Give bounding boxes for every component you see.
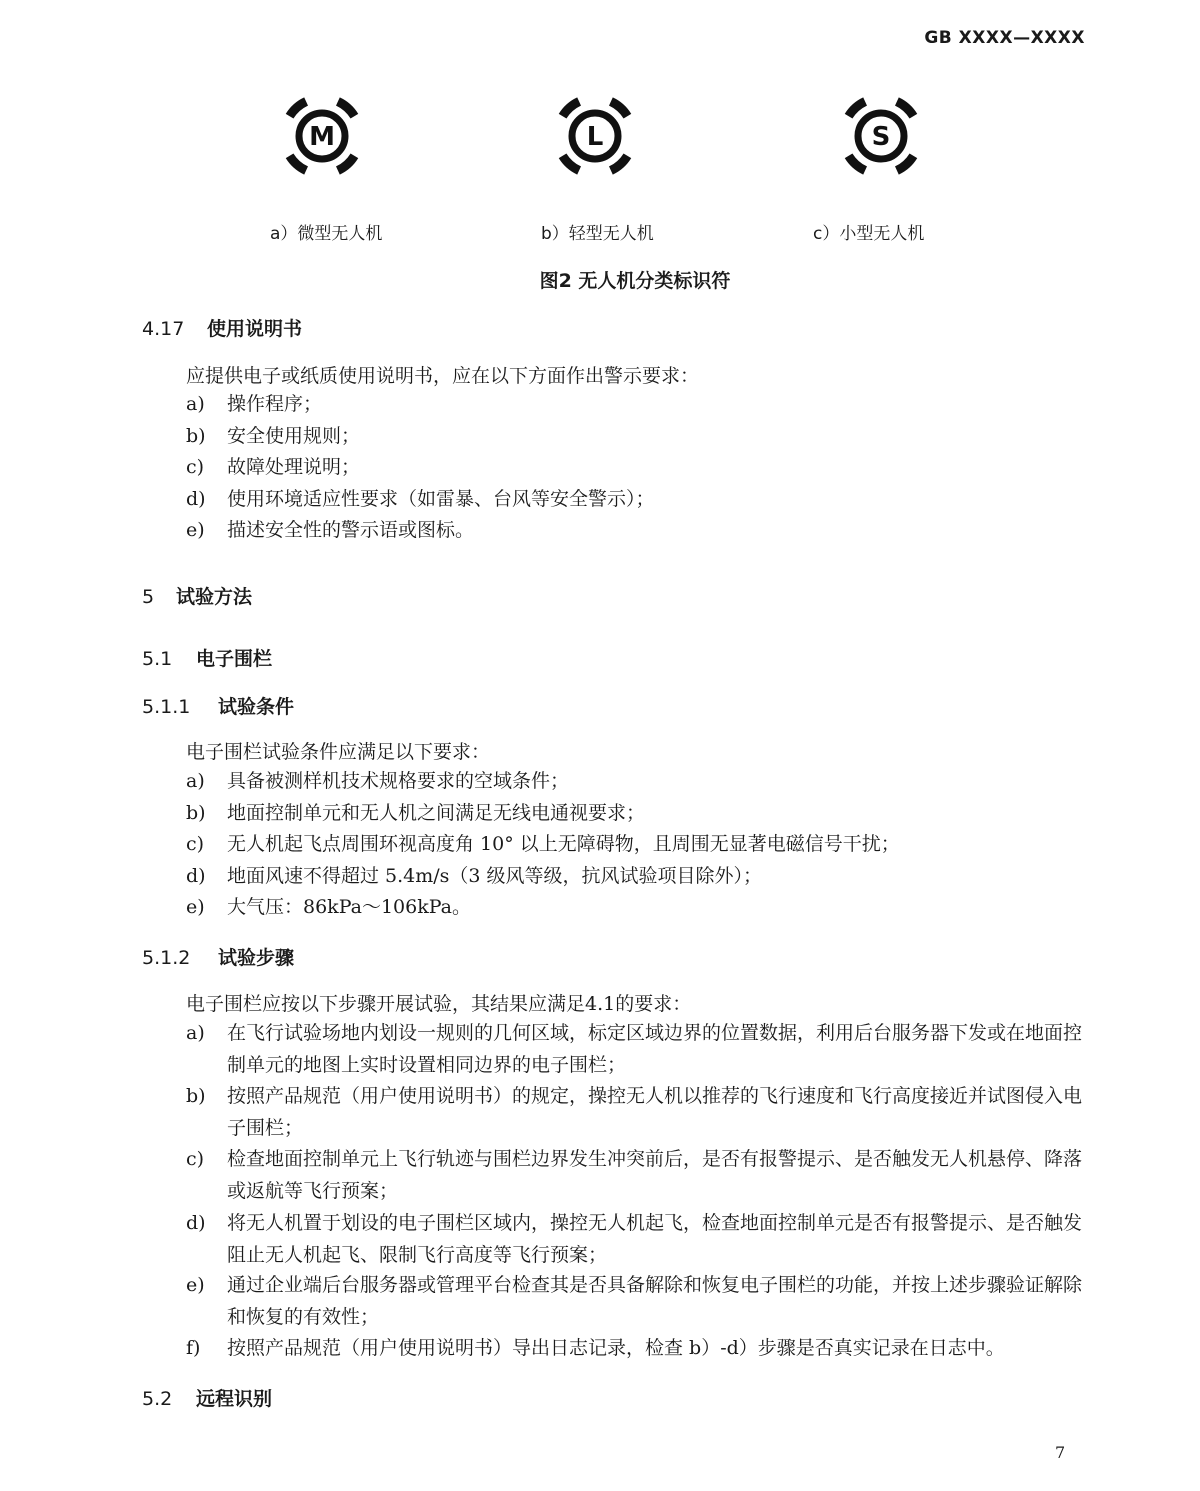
caption-micro: a）微型无人机 (270, 224, 383, 244)
item-text: 大气压：86kPa～106kPa。 (227, 896, 471, 918)
item-marker: b) (186, 425, 206, 447)
list-item (186, 484, 1096, 516)
item-text: 在飞行试验场地内划设一规则的几何区域，标定区域边界的位置数据，利用后台服务器下发或在地面控制单元的地图上实时设置相同边界的电子围栏； (227, 1022, 1083, 1076)
section-number: 5.1.1 (142, 696, 191, 718)
list-item (186, 1144, 1096, 1207)
section-heading-5-2 (142, 1384, 272, 1411)
figure-title: 图2 无人机分类标识符 (539, 270, 731, 292)
item-marker: f) (186, 1337, 201, 1359)
item-marker: d) (186, 865, 206, 887)
item-text: 故障处理说明； (227, 456, 361, 478)
page-number: 7 (1055, 1443, 1066, 1462)
caption-light: b）轻型无人机 (541, 224, 654, 244)
list-item (186, 389, 1096, 421)
item-text: 操作程序； (227, 393, 323, 415)
item-marker: e) (186, 1274, 205, 1296)
item-marker: d) (186, 1212, 206, 1234)
item-marker: a) (186, 1022, 205, 1044)
item-text: 通过企业端后台服务器或管理平台检查其是否具备解除和恢复电子围栏的功能，并按上述步骤验证解除和恢复的有效性； (227, 1274, 1083, 1328)
item-text: 按照产品规范（用户使用说明书）的规定，操控无人机以推荐的飞行速度和飞行高度接近并试图侵入电子围栏； (227, 1085, 1083, 1139)
section-title: 远程识别 (196, 1388, 273, 1410)
list-item (186, 515, 1096, 547)
drone-class-micro-icon (272, 86, 372, 186)
item-text: 地面控制单元和无人机之间满足无线电通视要求； (227, 802, 646, 824)
section-title: 试验方法 (176, 586, 253, 608)
item-text: 具备被测样机技术规格要求的空域条件； (227, 770, 570, 792)
list-item (186, 1081, 1096, 1144)
list-item (186, 861, 1096, 893)
section-heading-5-1 (142, 644, 272, 671)
list-item (186, 1333, 1096, 1365)
item-marker: b) (186, 1085, 206, 1107)
caption-small: c）小型无人机 (813, 224, 925, 244)
item-marker: c) (186, 833, 205, 855)
section-number: 5.1.2 (142, 947, 191, 969)
list-item (186, 766, 1096, 798)
item-marker: c) (186, 456, 205, 478)
symbol-letter: L (586, 122, 604, 152)
list-item (186, 1018, 1096, 1081)
list-item (186, 1270, 1096, 1333)
paragraph: 电子围栏试验条件应满足以下要求： (186, 741, 491, 763)
item-text: 使用环境适应性要求（如雷暴、台风等安全警示）； (227, 488, 655, 510)
list-item (186, 829, 1096, 861)
item-marker: b) (186, 802, 206, 824)
section-title: 使用说明书 (207, 318, 303, 340)
item-text: 无人机起飞点周围环视高度角 10° 以上无障碍物，且周围无显著电磁信号干扰； (227, 833, 900, 855)
symbol-letter: M (309, 122, 335, 152)
item-marker: d) (186, 488, 206, 510)
section-title: 试验步骤 (218, 947, 295, 969)
paragraph: 应提供电子或纸质使用说明书，应在以下方面作出警示要求： (186, 365, 700, 387)
item-text: 描述安全性的警示语或图标。 (227, 519, 475, 541)
list-item (186, 452, 1096, 484)
item-marker: a) (186, 770, 205, 792)
paragraph: 电子围栏应按以下步骤开展试验，其结果应满足4.1的要求： (186, 993, 692, 1015)
section-title: 电子围栏 (196, 648, 273, 670)
list-item (186, 421, 1096, 453)
drone-class-small-icon (831, 86, 931, 186)
list-item (186, 892, 1096, 924)
section-heading-5 (142, 582, 252, 609)
item-marker: c) (186, 1148, 205, 1170)
section-number: 5.2 (142, 1388, 173, 1410)
item-text: 检查地面控制单元上飞行轨迹与围栏边界发生冲突前后，是否有报警提示、是否触发无人机悬停、降落或返航等飞行预案； (227, 1148, 1083, 1202)
item-text: 安全使用规则； (227, 425, 361, 447)
standard-code: GB XXXX—XXXX (924, 28, 1085, 48)
list-item (186, 1208, 1096, 1271)
section-number: 4.17 (142, 318, 185, 340)
list-item (186, 798, 1096, 830)
section-number: 5.1 (142, 648, 173, 670)
item-marker: e) (186, 896, 205, 918)
section-number: 5 (142, 586, 155, 608)
section-heading-4-17 (142, 314, 302, 341)
item-text: 地面风速不得超过 5.4m/s（3 级风等级，抗风试验项目除外）； (227, 865, 763, 887)
section-heading-5-1-1 (142, 692, 294, 719)
item-text: 将无人机置于划设的电子围栏区域内，操控无人机起飞，检查地面控制单元是否有报警提示、是否触发阻止无人机起飞、限制飞行高度等飞行预案； (227, 1212, 1083, 1266)
item-text: 按照产品规范（用户使用说明书）导出日志记录，检查 b）-d）步骤是否真实记录在日志中。 (227, 1337, 1005, 1359)
section-title: 试验条件 (218, 696, 295, 718)
drone-class-light-icon (545, 86, 645, 186)
item-marker: a) (186, 393, 205, 415)
item-marker: e) (186, 519, 205, 541)
symbol-letter: S (871, 122, 891, 152)
section-heading-5-1-2 (142, 943, 294, 970)
